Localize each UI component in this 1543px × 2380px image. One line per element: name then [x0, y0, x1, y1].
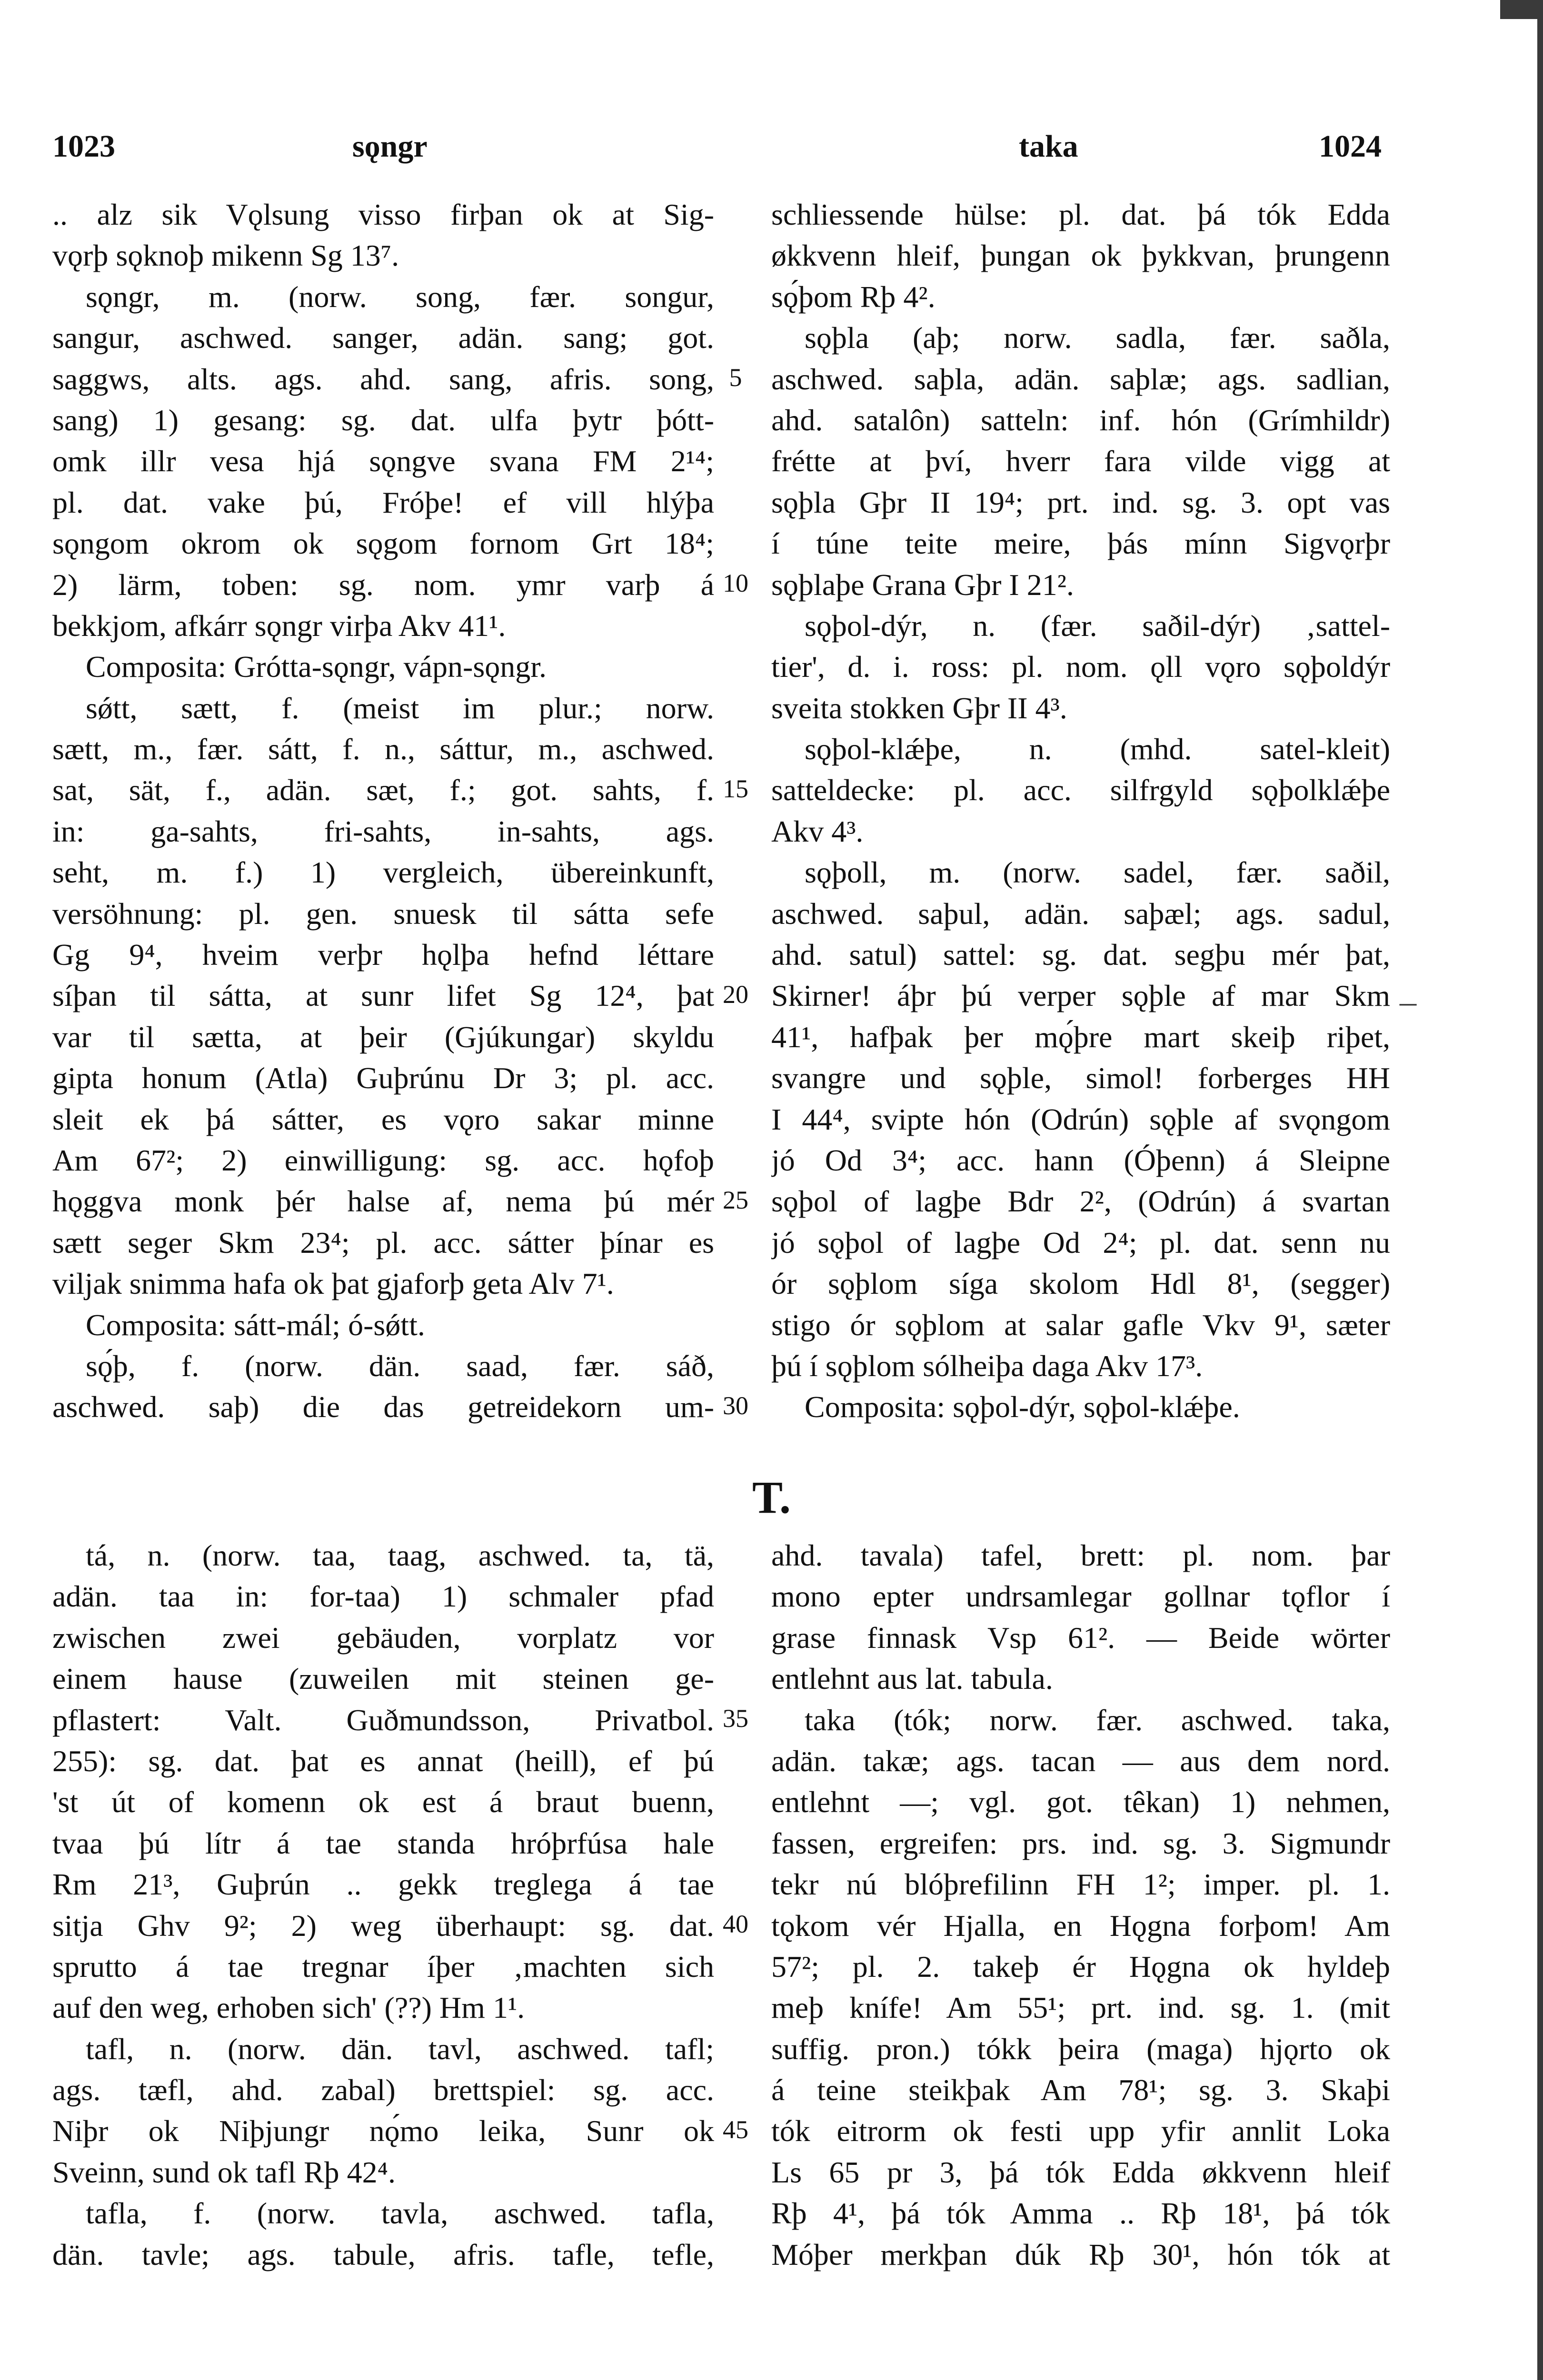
line-number: 40 [723, 1909, 748, 1938]
text-line: zwischen zwei gebäuden, vorplatz vor [52, 1620, 714, 1655]
text-line: ahd. tavala) tafel, brett: pl. nom. þar [771, 1538, 1390, 1572]
running-header [0, 129, 1543, 171]
text-line: sangur, aschwed. sanger, adän. sang; got. [52, 321, 714, 355]
text-line: aschwed. saþ) die das getreidekorn um- [52, 1390, 714, 1424]
text-line: tier', d. i. ross: pl. nom. ǫll vǫro sǫþoldýr [771, 650, 1390, 684]
text-line: sætt, m., fær. sátt, f. n., sáttur, m., aschwed. [52, 732, 714, 766]
page-edge-shadow [1537, 0, 1543, 2380]
text-line: saggws, alts. ags. ahd. sang, afris. song, [52, 362, 714, 396]
text-line: tekr nú blóþrefilinn FH 1²; imper. pl. 1. [771, 1867, 1390, 1902]
text-line: .. alz sik Vǫlsung visso firþan ok at Sig- [52, 198, 714, 231]
text-line: ags. tæfl, ahd. zabal) brettspiel: sg. acc. [52, 2073, 714, 2107]
text-line: Skirner! áþr þú verper sǫþle af mar Skm [771, 979, 1390, 1013]
text-line: pl. dat. vake þú, Fróþe! ef vill hlýþa [52, 485, 714, 519]
text-line: sveita stokken Gþr II 4³. [771, 691, 1067, 725]
text-line: sleit ek þá sátter, es vǫro sakar minne [52, 1102, 714, 1136]
page-corner-shadow [1500, 0, 1543, 19]
text-line: tǫkom vér Hjalla, en Hǫgna forþom! Am [771, 1908, 1390, 1943]
text-line: Sveinn, sund ok tafl Rþ 42⁴. [52, 2155, 396, 2189]
text-line: sǫngr, m. (norw. song, fær. songur, [86, 279, 714, 314]
text-line: seht, m. f.) 1) vergleich, übereinkunft, [52, 855, 714, 890]
text-line: dän. tavle; ags. tabule, afris. tafle, tefle, [52, 2237, 714, 2271]
text-line: aschwed. saþla, adän. saþlæ; ags. sadlian, [771, 362, 1390, 396]
text-line: Rm 21³, Guþrún .. gekk treglega á tae [52, 1867, 714, 1902]
upper-right-column [771, 194, 1390, 1428]
line-number: 30 [723, 1391, 748, 1420]
text-line: sǫþoll, m. (norw. sadel, fær. saðil, [805, 855, 1390, 890]
text-line: tók eitrorm ok festi upp yfir annlit Loka [771, 2114, 1390, 2148]
lower-left-column [52, 1535, 714, 2275]
text-line: entlehnt aus lat. tabula. [771, 1662, 1053, 1696]
text-line: entlehnt —; vgl. got. têkan) 1) nehmen, [771, 1785, 1390, 1819]
text-line: 255): sg. dat. þat es annat (heill), ef þú [52, 1744, 714, 1778]
text-line: auf den weg, erhoben sich' (??) Hm 1¹. [52, 1991, 525, 2025]
upper-left-column [52, 194, 714, 1428]
line-number: 10 [723, 568, 748, 597]
text-line: sitja Ghv 9²; 2) weg überhaupt: sg. dat. [52, 1908, 714, 1943]
text-line: tá, n. (norw. taa, taag, aschwed. ta, tä, [86, 1538, 714, 1572]
text-line: 2) lärm, toben: sg. nom. ymr varþ á [52, 567, 714, 602]
text-line: var til sætta, at þeir (Gjúkungar) skyldu [52, 1020, 714, 1054]
text-line: adän. taa in: for-taa) 1) schmaler pfad [52, 1579, 714, 1614]
text-line: Móþer merkþan dúk Rþ 30¹, hón tók at [771, 2237, 1390, 2271]
text-line: tafl, n. (norw. dän. tavl, aschwed. tafl; [86, 2032, 714, 2066]
text-line: sǿtt, sætt, f. (meist im plur.; norw. [86, 691, 714, 725]
page-number-left: 1023 [52, 129, 115, 164]
text-line: sǫþol-dýr, n. (fær. saðil-dýr) ‚sattel- [805, 608, 1390, 643]
text-line: síþan til sátta, at sunr lifet Sg 12⁴, þat [52, 979, 714, 1013]
text-line: Ls 65 pr 3, þá tók Edda økkvenn hleif [771, 2155, 1390, 2189]
text-line: sǫngom okrom ok sǫgom fornom Grt 18⁴; [52, 526, 714, 561]
text-line: fassen, ergreifen: prs. ind. sg. 3. Sigmundr [771, 1826, 1390, 1860]
text-line: viljak snimma hafa ok þat gjaforþ geta Alv 7¹. [52, 1267, 614, 1301]
text-line: svangre und sǫþle, simol! forberges HH [771, 1061, 1390, 1095]
text-line: í túne teite meire, þás mínn Sigvǫrþr [771, 526, 1390, 561]
text-line: I 44⁴, svipte hón (Odrún) sǫþle af svǫngom [771, 1102, 1390, 1136]
text-line: schliessende hülse: pl. dat. þá tók Edda [771, 198, 1390, 231]
text-line: stigo ór sǫþlom at salar gafle Vkv 9¹, sæter [771, 1308, 1390, 1342]
text-line: in: ga-sahts, fri-sahts, in-sahts, ags. [52, 814, 714, 848]
text-line: Am 67²; 2) einwilligung: sg. acc. hǫfoþ [52, 1143, 714, 1177]
text-line: Composita: sǫþol-dýr, sǫþol-klǽþe. [805, 1390, 1240, 1424]
text-line: Composita: Grótta-sǫngr, vápn-sǫngr. [86, 650, 547, 684]
section-letter: T. [752, 1472, 791, 1523]
text-line: jó Od 3⁴; acc. hann (Óþenn) á Sleipne [771, 1143, 1390, 1177]
text-line: á teine steikþak Am 78¹; sg. 3. Skaþi [771, 2073, 1390, 2107]
text-line: frétte at því, hverr fara vilde vigg at [771, 444, 1390, 478]
text-line: økkvenn hleif, þungan ok þykkvan, þrungenn [771, 238, 1390, 273]
text-line: þú í sǫþlom sólheiþa daga Akv 17³. [771, 1349, 1203, 1383]
text-line: aschwed. saþul, adän. saþæl; ags. sadul, [771, 896, 1390, 931]
line-number: 45 [723, 2115, 748, 2144]
text-line: ahd. satalôn) satteln: inf. hón (Grímhildr) [771, 403, 1390, 437]
text-line: sprutto á tae tregnar íþer ‚machten sich [52, 1949, 714, 1983]
text-line: sat, sät, f., adän. sæt, f.; got. sahts, f. [52, 773, 714, 807]
text-line: hǫggva monk þér halse af, nema þú mér [52, 1184, 714, 1219]
text-line: bekkjom, afkárr sǫngr virþa Akv 41¹. [52, 608, 506, 643]
text-line: adän. takæ; ags. tacan — aus dem nord. [771, 1744, 1390, 1778]
text-line: 57²; pl. 2. takeþ ér Hǫgna ok hyldeþ [771, 1949, 1390, 1983]
text-line: sǫ́þ, f. (norw. dän. saad, fær. sáð, [86, 1349, 714, 1383]
text-line: omk illr vesa hjá sǫngve svana FM 2¹⁴; [52, 444, 714, 478]
text-line: sang) 1) gesang: sg. dat. ulfa þytr þótt- [52, 403, 714, 437]
lower-right-column [771, 1535, 1390, 2275]
text-line: tvaa þú lítr á tae standa hróþrfúsa hale [52, 1826, 714, 1860]
text-line: sǫþla Gþr II 19⁴; prt. ind. sg. 3. opt vas [771, 485, 1390, 519]
text-line: sætt seger Skm 23⁴; pl. acc. sátter þínar es [52, 1225, 714, 1259]
text-line: ahd. satul) sattel: sg. dat. segþu mér þat, [771, 938, 1390, 972]
text-line: satteldecke: pl. acc. silfrgyld sǫþolklǽþe [771, 773, 1390, 807]
text-line: grase finnask Vsp 61². — Beide wörter [771, 1620, 1390, 1655]
text-line: sǫþlaþe Grana Gþr I 21². [771, 567, 1074, 602]
stray-mark: ¯ [1400, 1000, 1416, 1037]
running-headword-right: taka [1019, 129, 1078, 164]
text-line: 'st út of komenn ok est á braut buenn, [52, 1785, 714, 1819]
text-line: versöhnung: pl. gen. snuesk til sátta sefe [52, 896, 714, 931]
text-line: meþ knífe! Am 55¹; prt. ind. sg. 1. (mit [771, 1991, 1390, 2025]
text-line: sǫþla (aþ; norw. sadla, fær. saðla, [805, 321, 1390, 355]
text-line: Gg 9⁴, hveim verþr hǫlþa hefnd léttare [52, 938, 714, 972]
text-line: taka (tók; norw. fær. aschwed. taka, [805, 1703, 1390, 1737]
text-line: mono epter undrsamlegar gollnar tǫflor í [771, 1579, 1390, 1614]
text-line: jó sǫþol of lagþe Od 2⁴; pl. dat. senn nu [771, 1225, 1390, 1259]
text-line: einem hause (zuweilen mit steinen ge- [52, 1662, 714, 1696]
page-number-right: 1024 [1319, 129, 1382, 164]
text-line: Composita: sátt-mál; ó-sǿtt. [86, 1308, 425, 1342]
text-line: pflastert: Valt. Guðmundsson, Privatbol. [52, 1703, 714, 1737]
text-line: sǫþol-klǽþe, n. (mhd. satel-kleit) [805, 732, 1390, 766]
text-line: gipta honum (Atla) Guþrúnu Dr 3; pl. acc. [52, 1061, 714, 1095]
text-line: sǫþol of lagþe Bdr 2², (Odrún) á svartan [771, 1184, 1390, 1219]
running-headword-left: sǫngr [352, 129, 428, 164]
text-line: ór sǫþlom síga skolom Hdl 8¹, (segger) [771, 1267, 1390, 1301]
text-line: sǫ́þom Rþ 4². [771, 279, 936, 314]
line-number: 35 [723, 1704, 748, 1733]
line-number: 20 [723, 980, 748, 1009]
text-line: Akv 4³. [771, 814, 864, 848]
line-number: 15 [723, 774, 748, 803]
line-number: 25 [723, 1185, 748, 1214]
text-line: Niþr ok Niþjungr nǫ́mo leika, Sunr ok [52, 2114, 714, 2148]
text-line: Rþ 4¹, þá tók Amma .. Rþ 18¹, þá tók [771, 2196, 1390, 2231]
text-line: suffig. pron.) tókk þeira (maga) hjǫrto ok [771, 2032, 1390, 2066]
text-line: 41¹, hafþak þer mǫ́þre mart skeiþ riþet, [771, 1020, 1390, 1054]
text-line: tafla, f. (norw. tavla, aschwed. tafla, [86, 2196, 714, 2231]
text-line: vǫrþ sǫknoþ mikenn Sg 13⁷. [52, 238, 399, 273]
line-number: 5 [729, 363, 742, 392]
